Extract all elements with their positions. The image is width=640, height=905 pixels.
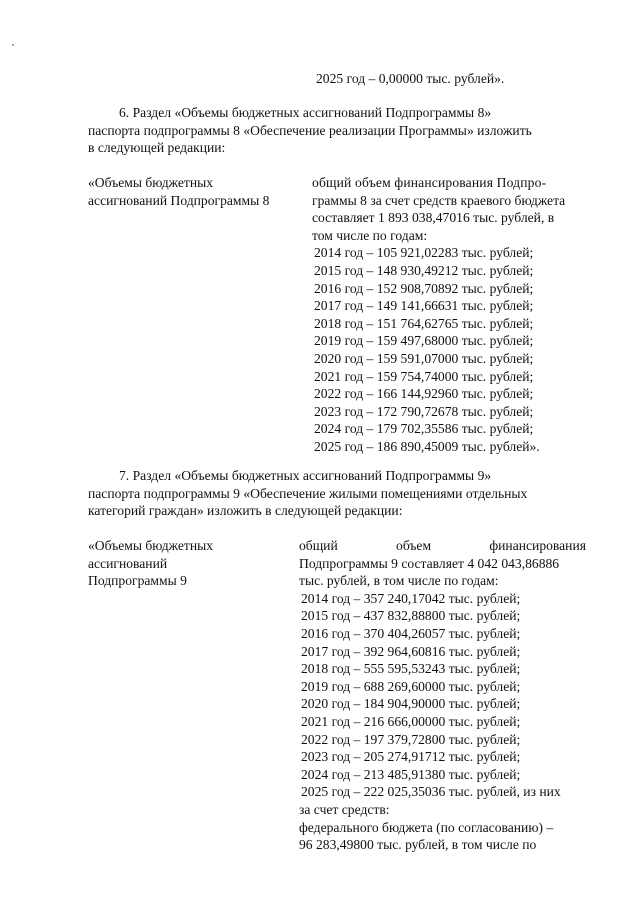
section-7-right-content [299,537,586,854]
section-6-right-content [312,174,585,456]
section-6-line-1 [88,104,586,122]
year-row: 2014 год – 105 921,02283 тыс. рублей; [314,245,534,261]
year-row: 2020 год – 184 904,90000 тыс. рублей; [301,696,521,712]
section-6-intro-line-3: составляет 1 893 038,47016 тыс. рублей, в [312,210,555,226]
year-row: 2021 год – 216 666,00000 тыс. рублей; [301,713,521,729]
section-6-intro-line-4: том числе по годам: [312,227,428,243]
section-7-tail-line-1: за счет средств: [299,801,390,817]
section-7-year-list [301,590,586,801]
year-row: 2024 год – 179 702,35586 тыс. рублей; [314,421,534,437]
section-7-intro-line-1 [299,537,586,555]
section-6-intro-line-2: граммы 8 за счет средств краевого бюджета [312,192,566,208]
year-row: 2024 год – 213 485,91380 тыс. рублей; [301,766,521,782]
scan-speck [12,44,14,46]
section-7-line-3: категорий граждан» изложить в следующей редакции: [88,503,403,519]
year-row: 2019 год – 688 269,60000 тыс. рублей; [301,678,521,694]
section-7-intro-line-2: Подпрограммы 9 составляет 4 042 043,86886 [299,555,560,571]
year-row: 2025 год – 222 025,35036 тыс. рублей, из них [301,784,561,800]
section-6-paragraph [88,104,586,157]
section-7-intro-line-3: тыс. рублей, в том числе по годам: [299,573,499,589]
year-row: 2017 год – 392 964,60816 тыс. рублей; [301,643,521,659]
year-row: 2023 год – 172 790,72678 тыс. рублей; [314,403,534,419]
section-7-left-label-line-2: ассигнований [88,555,168,571]
section-7-tail-line-3: 96 283,49800 тыс. рублей, в том числе по [299,837,537,853]
section-6-left-label [88,174,288,209]
year-row: 2025 год – 186 890,45009 тыс. рублей». [314,438,540,454]
section-6-intro-line-1: общий объем финансирования Подпро- [312,175,547,190]
section-7-line-1: 7. Раздел «Объемы бюджетных ассигнований Подпрограммы 9» [119,468,492,483]
year-row: 2018 год – 555 595,53243 тыс. рублей; [301,661,521,677]
section-7-intro-word: объем [396,538,432,553]
section-6-left-label-line-1: «Объемы бюджетных [88,175,214,190]
section-7-intro-word: общий [299,538,338,553]
year-row: 2022 год – 166 144,92960 тыс. рублей; [314,386,534,402]
section-6-left-label-line-2: ассигнований Подпрограммы 8 [88,192,270,208]
year-row: 2023 год – 205 274,91712 тыс. рублей; [301,749,521,765]
section-7-left-label [88,537,288,590]
year-row: 2022 год – 197 379,72800 тыс. рублей; [301,731,521,747]
year-row: 2017 год – 149 141,66631 тыс. рублей; [314,298,534,314]
year-row: 2015 год – 437 832,88800 тыс. рублей; [301,608,521,624]
section-6-year-list [314,244,585,455]
section-7-tail-line-2: федерального бюджета (по согласованию) – [299,819,554,835]
previous-section-closing-line: 2025 год – 0,00000 тыс. рублей». [316,71,505,86]
section-6-line-1-text: 6. Раздел «Объемы бюджетных ассигнований Подпрограммы 8» [119,105,492,120]
year-row: 2020 год – 159 591,07000 тыс. рублей; [314,350,534,366]
section-7-left-label-line-1: «Объемы бюджетных [88,538,214,553]
year-row: 2018 год – 151 764,62765 тыс. рублей; [314,315,534,331]
section-7-left-label-line-3: Подпрограммы 9 [88,573,187,589]
year-row: 2021 год – 159 754,74000 тыс. рублей; [314,368,534,384]
section-7-intro-word: финансирования [489,538,586,553]
year-row: 2019 год – 159 497,68000 тыс. рублей; [314,333,534,349]
year-row: 2016 год – 152 908,70892 тыс. рублей; [314,280,534,296]
year-row: 2016 год – 370 404,26057 тыс. рублей; [301,625,521,641]
section-7-line-2: паспорта подпрограммы 9 «Обеспечение жилыми помещениями отдельных [88,485,528,501]
year-row: 2015 год – 148 930,49212 тыс. рублей; [314,262,534,278]
section-7-paragraph [88,467,586,520]
section-6-line-3: в следующей редакции: [88,140,226,156]
year-row: 2014 год – 357 240,17042 тыс. рублей; [301,590,521,606]
section-6-line-2: паспорта подпрограммы 8 «Обеспечение реализации Программы» изложить [88,122,532,138]
